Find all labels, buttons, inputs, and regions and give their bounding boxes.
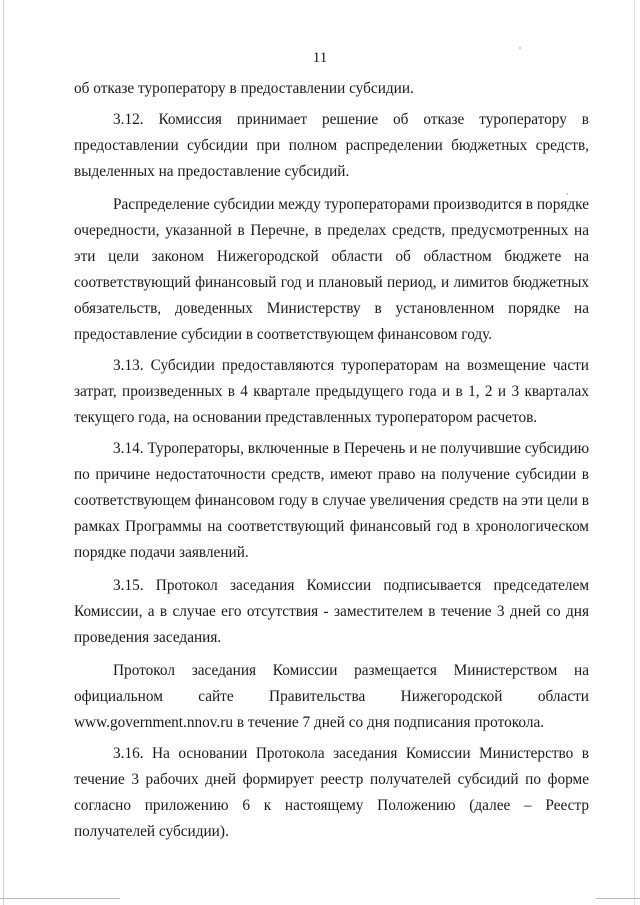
- paragraph-3-14: 3.14. Туроператоры, включенные в Перечень и не получившие субсидию по причине недостаточности средств, имеют право на получение субсидии в соответствующем финансовом году в случае увеличения средств на эти цели в рамках Программы на соответствующий финансовый год в хронологическом порядке подачи заявлений.: [74, 440, 589, 561]
- paragraph-distribution: Распределение субсидии между туроператорами производится в порядке очередности, указанной в Перечне, в пределах средств, предусмотренных на эти цели законом Нижегородской области об областном бюджете на соответствующий финансовый год и плановый период, и лимитов бюджетных обязательств, доведенных Министерству в установленном порядке на предоставление субсидии в соответствующем финансовом году.: [74, 196, 589, 343]
- document-body: [74, 76, 589, 845]
- paragraph-3-15: 3.15. Протокол заседания Комиссии подписывается председателем Комиссии, а в случае его отсутствия - заместителем в течение 3 дней со дня проведения заседания.: [74, 577, 589, 646]
- paragraph-3-12: 3.12. Комиссия принимает решение об отказе туроператору в предоставлении субсидии при полном распределении бюджетных средств, выделенных на предоставление субсидий.: [74, 111, 589, 180]
- paragraph-protocol-publication: Протокол заседания Комиссии размещается Министерством на официальном сайте Правительства Нижегородской области www.government.nnov.ru в течение 7 дней со дня подписания протокола.: [74, 662, 589, 731]
- scan-mark-bottom-right: [596, 898, 640, 899]
- scan-edge-left: [3, 0, 4, 905]
- paragraph-3-13: 3.13. Субсидии предоставляются туроператорам на возмещение части затрат, произведенных в 4 квартале предыдущего года и в 1, 2 и 3 кварталах текущего года, на основании представленных туроператором расчетов.: [74, 357, 589, 426]
- paragraph-3-16: 3.16. На основании Протокола заседания Комиссии Министерство в течение 3 рабочих дней формирует реестр получателей субсидий по форме согласно приложению 6 к настоящему Положению (далее – Реестр получателей субсидии).: [74, 745, 589, 840]
- page-number: 11: [312, 50, 328, 66]
- paragraph-continuation: об отказе туроператору в предоставлении субсидии.: [74, 80, 414, 97]
- scan-edge-right: [634, 0, 635, 905]
- scan-mark-bottom-left: [0, 898, 120, 899]
